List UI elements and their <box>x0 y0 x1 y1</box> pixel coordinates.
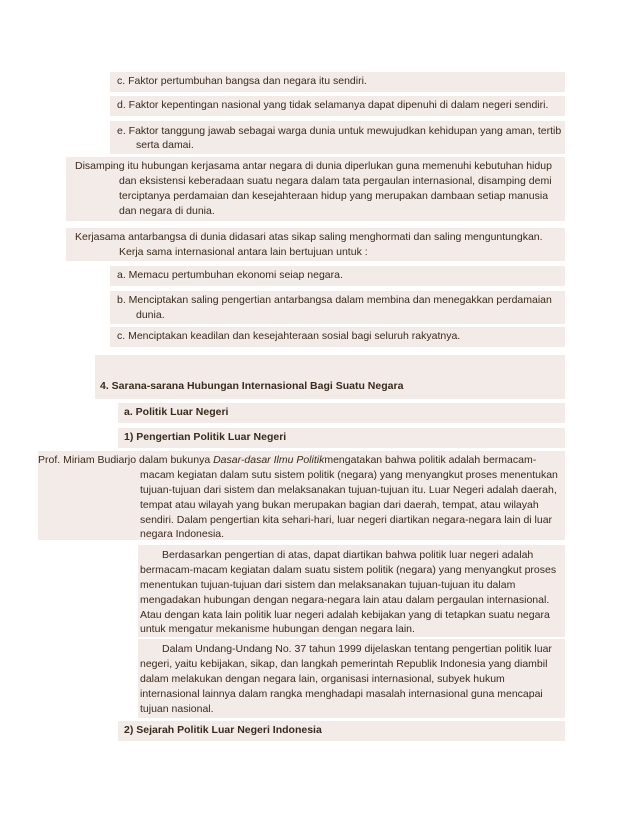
item-c: c. Faktor pertumbuhan bangsa dan negara itu sendiri. <box>117 75 367 87</box>
berdasarkan-line1: Berdasarkan pengertian di atas, dapat diartikan bahwa politik luar negeri adalah <box>162 549 534 561</box>
berdasarkan-line3: menentukan tujuan-tujuan dari sistem dan melaksanakan tujuan-tujuan itu dalam <box>140 579 516 591</box>
kerjasama-line2: Kerja sama internasional antara lain bertujuan untuk : <box>119 246 368 258</box>
uu-line3: dalam melakukan dengan negara lain, organisasi internasional, subyek hukum <box>140 673 505 685</box>
berdasarkan-line2: bermacam-macam kegiatan dalam suatu sistem politik (negara) yang menyangkut proses <box>140 564 557 576</box>
disamping-line4: dan negara di dunia. <box>119 205 215 217</box>
berdasarkan-line4: mengadakan hubungan dengan negara-negara lain atau dalam pergaulan internasional. <box>140 594 550 606</box>
goal-b-line1: b. Menciptakan saling pengertian antarbangsa dalam membina dan menegakkan perdamaian <box>117 294 552 306</box>
heading-sejarah: 2) Sejarah Politik Luar Negeri Indonesia <box>124 724 322 736</box>
budiarjo-line1 <box>38 453 536 469</box>
budiarjo-prefix: Prof. Miriam Budiarjo dalam bukunya <box>38 454 214 466</box>
goal-a: a. Memacu pertumbuhan ekonomi seiap negara. <box>117 269 343 281</box>
heading-pengertian: 1) Pengertian Politik Luar Negeri <box>124 431 287 443</box>
heading-politik-luar-negeri: a. Politik Luar Negeri <box>124 406 229 418</box>
goal-c: c. Menciptakan keadilan dan kesejahteraan sosial bagi seluruh rakyatnya. <box>117 330 461 342</box>
book-title: Dasar-dasar Ilmu Politik <box>213 454 325 466</box>
budiarjo-line6: negara Indonesia. <box>140 528 225 540</box>
budiarjo-line4: tempat atau wilayah yang bukan merupakan bagian dari daerah, tempat, atau wilayah <box>140 499 539 511</box>
item-e-line2: serta damai. <box>136 139 194 151</box>
uu-line2: negeri, yaitu kebijakan, sikap, dan langkah pemerintah Republik Indonesia yang diambil <box>140 658 548 670</box>
disamping-line2: dan eksistensi keberadaan suatu negara dalam tata pergaulan internasional, disamping demi <box>119 175 552 187</box>
section-4-heading: 4. Sarana-sarana Hubungan Internasional Bagi Suatu Negara <box>100 380 404 392</box>
item-e-line1: e. Faktor tanggung jawab sebagai warga dunia untuk mewujudkan kehidupan yang aman, tertib <box>117 125 562 137</box>
uu-line4: internasional lainnya dalam rangka menghadapi masalah internasional guna mencapai <box>140 688 543 700</box>
budiarjo-suffix: mengatakan bahwa politik adalah bermacam- <box>324 454 537 466</box>
disamping-line3: terciptanya perdamaian dan kesejahteraan hidup yang merupakan dambaan setiap manusia <box>119 190 549 202</box>
disamping-line1: Disamping itu hubungan kerjasama antar negara di dunia diperlukan guna memenuhi kebutuhan hidup <box>75 160 552 172</box>
budiarjo-line5: sendiri. Dalam pengertian kita sehari-hari, luar negeri diartikan negara-negara lain di luar <box>140 514 553 526</box>
kerjasama-line1: Kerjasama antarbangsa di dunia didasari atas sikap saling menghormati dan saling menguntungkan. <box>75 231 543 243</box>
item-d: d. Faktor kepentingan nasional yang tidak selamanya dapat dipenuhi di dalam negeri sendiri. <box>117 99 549 111</box>
goal-b-line2: dunia. <box>136 309 165 321</box>
uu-line5: tujuan nasional. <box>140 703 214 715</box>
budiarjo-line3: tujuan-tujuan dari sistem dan melaksanakan tujuan-tujuan itu. Luar Negeri adalah daerah, <box>140 484 557 496</box>
berdasarkan-line5: Atau dengan kata lain politik luar negeri adalah kebijakan yang di tetapkan suatu negara <box>140 609 550 621</box>
uu-line1: Dalam Undang-Undang No. 37 tahun 1999 dijelaskan tentang pengertian politik luar <box>162 643 552 655</box>
berdasarkan-line6: untuk mengatur mekanisme hubungan dengan negara lain. <box>140 623 415 635</box>
budiarjo-line2: macam kegiatan dalam sutu sistem politik (negara) yang menyangkut proses menentukan <box>140 469 558 481</box>
